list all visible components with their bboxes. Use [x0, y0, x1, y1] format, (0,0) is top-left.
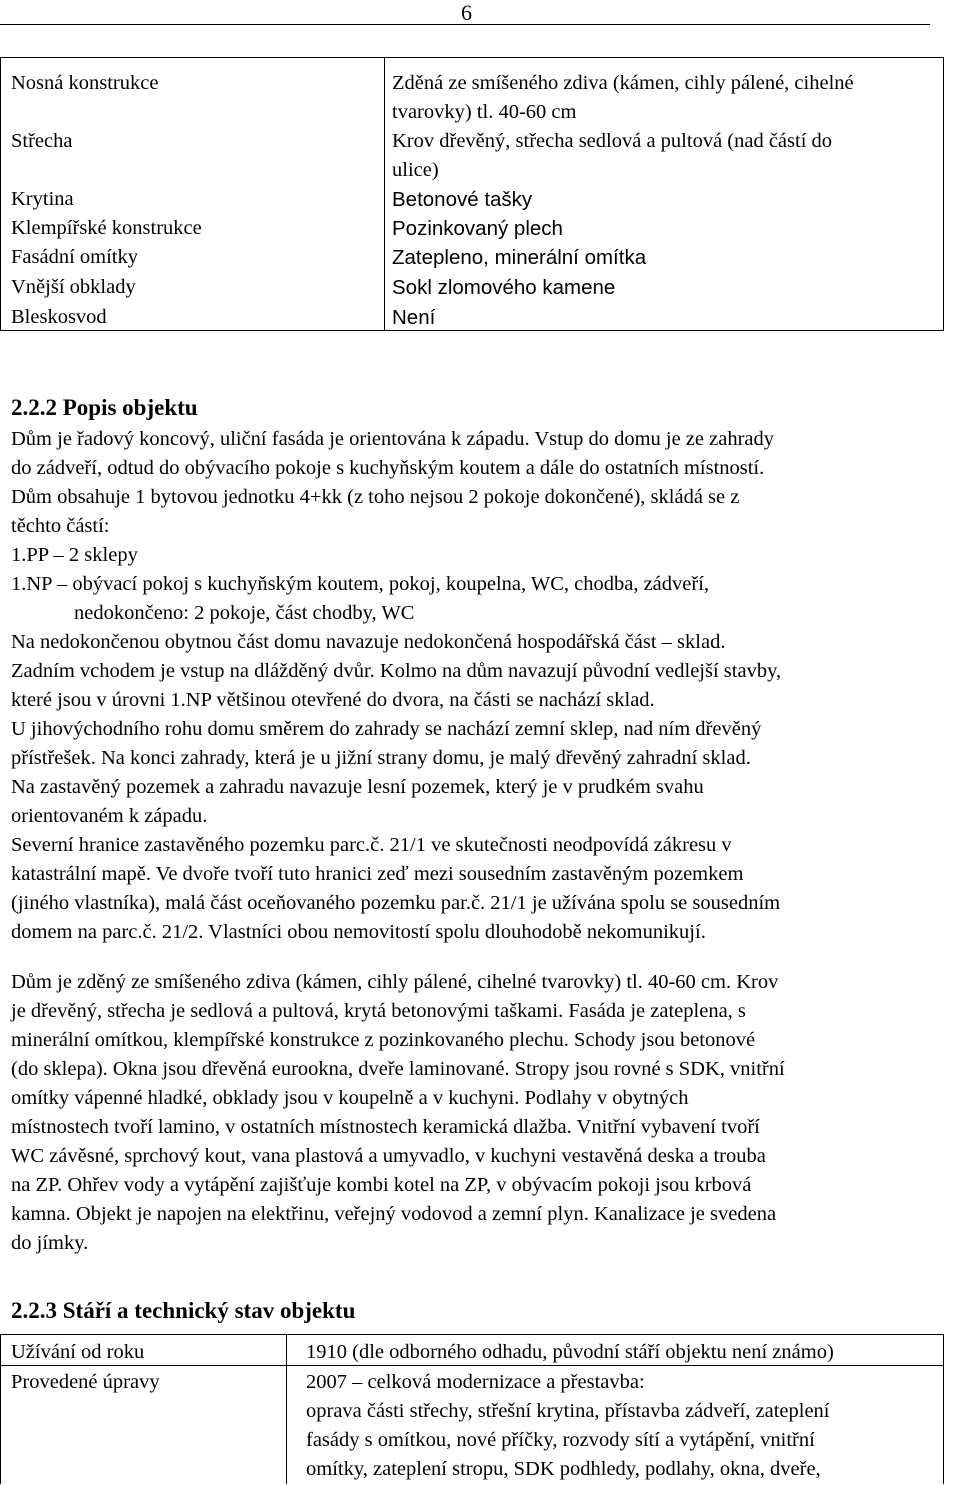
text-line: Na zastavěný pozemek a zahradu navazuje lesní pozemek, který je v prudkém svahu: [11, 776, 704, 798]
row-label: Klempířské konstrukce: [11, 217, 202, 239]
text-line: místnostech tvoří lamino, v ostatních místnostech keramická dlažba. Vnitřní vybavení tvoří: [11, 1116, 760, 1138]
text-line: které jsou v úrovni 1.NP většinou otevřené do dvora, na části se nachází sklad.: [11, 689, 655, 711]
text-line: WC závěsné, sprchový kout, vana plastová a umyvadlo, v kuchyni vestavěná deska a trouba: [11, 1145, 766, 1167]
text-line: do zádveří, odtud do obývacího pokoje s kuchyňským koutem a dále do ostatních místností.: [11, 457, 765, 479]
row-label: Krytina: [11, 188, 74, 210]
text-line: omítky vápenné hladké, obklady jsou v koupelně a v kuchyni. Podlahy v obytných: [11, 1087, 689, 1109]
text-line: domem na parc.č. 21/2. Vlastníci obou nemovitostí spolu dlouhodobě nekomunikují.: [11, 921, 706, 943]
row-value: Betonové tašky: [392, 188, 533, 211]
text-line: orientovaném k západu.: [11, 805, 208, 827]
row-label: Provedené úpravy: [11, 1371, 160, 1393]
section-222-text: [11, 425, 946, 947]
section-heading-223: 2.2.3 Stáří a technický stav objektu: [11, 1298, 356, 1323]
text-line: Zadním vchodem je vstup na dlážděný dvůr. Kolmo na dům navazují původní vedlejší stavby,: [11, 660, 782, 682]
construction-table: [0, 57, 944, 331]
text-line: do jímky.: [11, 1232, 89, 1254]
section-222-description: [11, 968, 946, 1258]
text-line: Dům obsahuje 1 bytovou jednotku 4+kk (z toho nejsou 2 pokoje dokončené), skládá se z: [11, 486, 740, 508]
row-value: 2007 – celková modernizace a přestavba: oprava části střechy, střešní krytina, přístavba zádveří, zateplení fasády s omítkou, nové příčky, rozvody sítí a vytápění, vnitřní omítky, zateplení stropu, SDK podhledy, podlahy, okna, dveře,: [306, 1371, 830, 1480]
row-label: Užívání od roku: [11, 1341, 145, 1363]
text-line: těchto částí:: [11, 515, 110, 537]
row-label: Fasádní omítky: [11, 246, 138, 268]
row-value: Není: [392, 306, 436, 329]
text-line: 1.PP – 2 sklepy: [11, 544, 138, 566]
row-value: 1910 (dle odborného odhadu, původní stáří objektu není známo): [306, 1341, 834, 1363]
text-line: (do sklepa). Okna jsou dřevěná eurookna, dveře laminované. Stropy jsou rovné s SDK, vnitřní: [11, 1058, 785, 1080]
text-line: 1.NP – obývací pokoj s kuchyňským koutem, pokoj, koupelna, WC, chodba, zádveří,: [11, 573, 710, 595]
text-line: (jiného vlastníka), malá část oceňovaného pozemku par.č. 21/1 je užívána spolu se sousedním: [11, 892, 781, 914]
row-value: Zatepleno, minerální omítka: [392, 246, 647, 269]
row-label: Nosná konstrukce: [11, 72, 159, 94]
text-line: kamna. Objekt je napojen na elektřinu, veřejný vodovod a zemní plyn. Kanalizace je svedena: [11, 1203, 777, 1225]
row-value: Sokl zlomového kamene: [392, 276, 616, 299]
page-number: 6: [461, 0, 472, 25]
row-value: Pozinkovaný plech: [392, 217, 563, 240]
row-label: Vnější obklady: [11, 276, 136, 298]
text-line: Dům je zděný ze smíšeného zdiva (kámen, cihly pálené, cihelné tvarovky) tl. 40-60 cm. Krov: [11, 971, 779, 993]
section-heading-222: 2.2.2 Popis objektu: [11, 395, 198, 420]
header-rule: [0, 24, 930, 25]
row-label: Střecha: [11, 130, 73, 152]
text-line: Dům je řadový koncový, uliční fasáda je orientována k západu. Vstup do domu je ze zahrady: [11, 428, 775, 450]
text-line: U jihovýchodního rohu domu směrem do zahrady se nachází zemní sklep, nad ním dřevěný: [11, 718, 762, 740]
column-divider: [286, 1335, 287, 1484]
text-line: katastrální mapě. Ve dvoře tvoří tuto hranici zeď mezi sousedním zastavěným pozemkem: [11, 863, 744, 885]
row-label: Bleskosvod: [11, 306, 107, 328]
column-divider: [384, 58, 385, 330]
text-line: minerální omítkou, klempířské konstrukce z pozinkovaného plechu. Schody jsou betonové: [11, 1029, 756, 1051]
text-line: na ZP. Ohřev vody a vytápění zajišťuje kombi kotel na ZP, v obývacím pokoji jsou krbová: [11, 1174, 752, 1196]
row-value: Krov dřevěný, střecha sedlová a pultová (nad částí do ulice): [392, 130, 833, 181]
text-line: Na nedokončenou obytnou část domu navazuje nedokončená hospodářská část – sklad.: [11, 631, 726, 653]
text-line: přístřešek. Na konci zahrady, která je u jižní strany domu, je malý dřevěný zahradní sklad.: [11, 747, 751, 769]
text-line: nedokončeno: 2 pokoje, část chodby, WC: [74, 602, 415, 624]
age-condition-table: [0, 1334, 944, 1484]
row-value: Zděná ze smíšeného zdiva (kámen, cihly pálené, cihelné tvarovky) tl. 40-60 cm: [392, 72, 854, 123]
text-line: je dřevěný, střecha je sedlová a pultová, krytá betonovými taškami. Fasáda je zateplena, s: [11, 1000, 746, 1022]
text-line: Severní hranice zastavěného pozemku parc.č. 21/1 ve skutečnosti neodpovídá zákresu v: [11, 834, 732, 856]
